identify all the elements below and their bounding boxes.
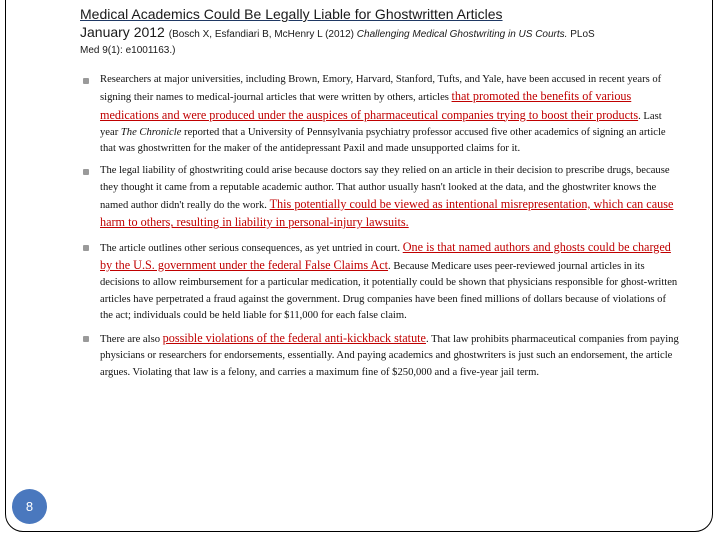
bullet-item — [82, 330, 680, 381]
citation-authors: (Bosch X, Esfandiari B, McHenry L (2012) — [168, 29, 357, 40]
text: There are also — [100, 334, 163, 346]
bullet-item — [82, 72, 680, 157]
citation-journal: PLoS — [567, 29, 595, 40]
text: The legal liability of ghostwriting could arise because doctors say they relied on an article in their decision to prescribe drugs, because they thought it came from a reputable academic author. That author usually hasn't looked at the data, and the ghostwriter knows the named author didn't really do the work. — [100, 165, 670, 212]
highlighted-text: This potentially could be viewed as intentional misrepresentation, which can cause harm to others, resulting in liability in personal-injury lawsuits. — [100, 197, 674, 230]
highlighted-text: One is that named authors and ghosts could be charged by the U.S. government under the federal False Claims Act — [100, 239, 671, 272]
date: January 2012 — [80, 24, 165, 40]
page-number-badge: 8 — [12, 489, 47, 524]
highlighted-text: that promoted the benefits of various medications and were produced under the auspices of pharmaceutical companies trying to boost their products — [100, 89, 639, 122]
text: reported that a University of Pennsylvania psychiatry professor accused five other academics of signing an article that was ghostwritten for the maker of the antidepressant Paxil and made unsupported claims for it. — [100, 126, 666, 155]
bullet-item — [82, 163, 680, 232]
citation — [80, 23, 700, 44]
text: . Because Medicare uses peer-reviewed journal articles in its decisions to allow reimbursement for a particular medication, it potentially could be shown that physicians responsible for ghost-written articles have perpetrated a fraud against the government. Drug companies have been fined millions of dollars because of violations of the act; individuals could be held liable for $11,000 for each false claim. — [100, 260, 678, 321]
highlighted-text: possible violations of the federal anti-kickback statute — [162, 331, 426, 346]
citation-title: Challenging Medical Ghostwriting in US Courts. — [356, 29, 568, 40]
text: Researchers at major universities, including Brown, Emory, Harvard, Stanford, Tufts, and Yale, have been accused in recent years of signing their names to medical-journal articles that were written by others, articles — [100, 74, 662, 104]
text: . That law prohibits pharmaceutical companies from paying physicians or researchers for endorsements, essentially. And paying academics and ghostwriters is just such an endorsement, the article argues. Violating that law is a felony, and carries a maximum fine of $250,000 and a five-year jail term. — [100, 334, 679, 378]
bullet-item — [82, 239, 680, 324]
text: The article outlines other serious consequences, as yet untried in court. — [100, 242, 403, 254]
publication-name: The Chronicle — [120, 126, 182, 138]
slide-header — [80, 6, 700, 58]
bullet-list — [82, 72, 680, 387]
citation-line2: Med 9(1): e1001163.) — [80, 45, 176, 56]
text: . Last year — [100, 110, 662, 138]
article-title-link[interactable]: Medical Academics Could Be Legally Liable for Ghostwritten Articles — [80, 6, 503, 22]
